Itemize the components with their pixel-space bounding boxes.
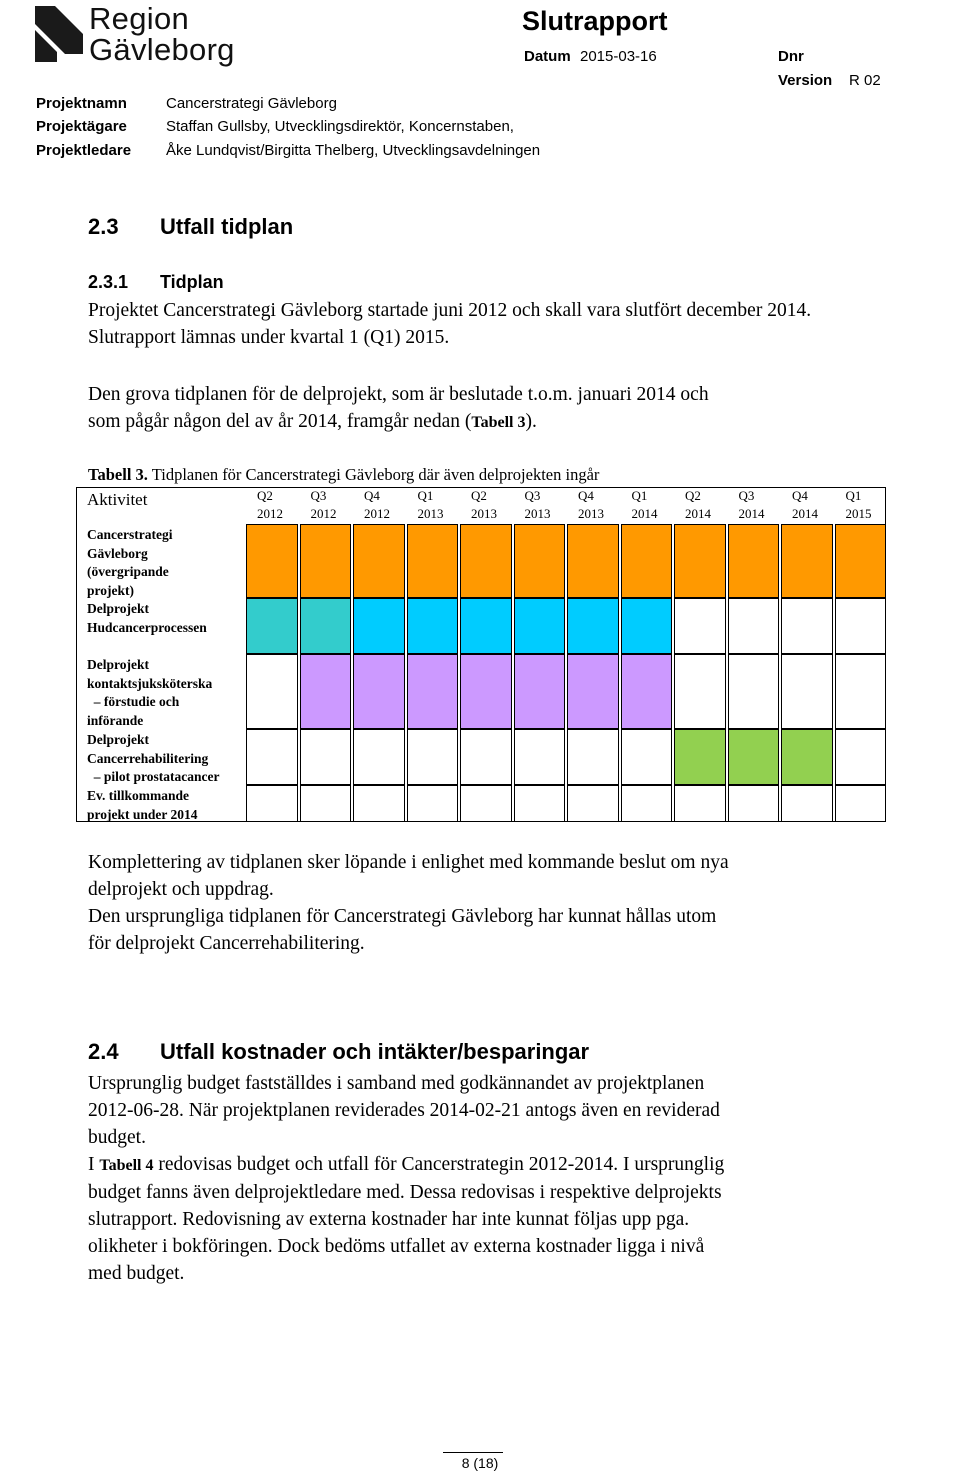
quarter-label: Q3 [738,488,755,503]
section-2-3-1-number: 2.3.1 [88,272,129,292]
paragraph-line-2 [88,408,888,436]
paragraph-text: Projektet Cancerstrategi Gävleborg startade juni 2012 och skall vara slutfört december 2014. Slutrapport lämnas under kvartal 1 (Q1) 2015. [88,300,812,348]
gantt-cell [514,729,566,785]
gantt-cell [460,598,512,654]
gantt-row-label [87,787,198,824]
quarter-header [739,487,789,523]
gantt-row-label-line: kontaktsjuksköterska [87,675,213,691]
gantt-cell [728,598,780,654]
gantt-cell [300,729,352,785]
gantt-cell [567,524,619,598]
gantt-row-label-line: projekt under 2014 [87,806,198,822]
quarter-label: Q2 [685,488,701,503]
gantt-cell [567,729,619,785]
quarter-year: 2015 [845,506,872,521]
gantt-cell [674,729,726,785]
gantt-cell [567,654,619,729]
meta-label-projektledare: Projektledare [36,142,132,159]
gantt-cell [835,729,887,785]
gantt-cell [300,524,352,598]
quarter-header [846,487,896,523]
paragraph-line-4: för delprojekt Cancerrehabilitering. [88,933,365,954]
gantt-cell [835,785,887,822]
gantt-cell [407,654,459,729]
document-title: Slutrapport [522,6,668,36]
footer-rule [443,1452,503,1453]
meta-label-projektagare: Projektägare [36,118,127,135]
meta-value-projektnamn: Cancerstrategi Gävleborg [166,95,337,112]
gantt-cell [621,598,673,654]
quarter-year: 2013 [417,506,444,521]
quarter-label: Q1 [417,488,434,503]
para2-suffix: ). [525,411,537,432]
gantt-cell [246,785,298,822]
gantt-cell [835,654,887,729]
paragraph-budget [88,1070,888,1287]
tabell-4-reference[interactable]: Tabell 4 [99,1157,154,1174]
quarter-year: 2013 [578,506,604,521]
quarter-header [525,487,575,523]
gantt-cell [353,654,405,729]
gantt-row-label-line: Delprojekt [87,732,149,747]
paragraph-komplettering [88,849,888,957]
paragraph-line-4 [88,1151,888,1179]
gantt-cell [781,654,833,729]
quarter-label: Q2 [257,488,273,503]
paragraph-line-2: delprojekt och uppdrag. [88,879,274,900]
quarter-header [311,487,361,523]
quarter-year: 2014 [792,506,818,521]
gantt-cell [728,785,780,822]
gantt-cell [835,598,887,654]
gantt-cell [407,524,459,598]
paragraph-line-5: budget fanns även delprojektledare med. Dessa redovisas i respektive delprojekts [88,1182,722,1203]
gantt-cell [407,785,459,822]
quarter-year: 2014 [738,506,765,521]
para2-prefix: som pågår någon del av år 2014, framgår nedan ( [88,411,472,432]
gantt-cell [353,598,405,654]
gantt-cell [300,598,352,654]
gantt-cell [300,785,352,822]
gantt-cell [514,524,566,598]
page-number: 8 (18) [461,1455,499,1471]
quarter-label: Q1 [845,488,862,503]
gantt-cell [514,598,566,654]
gantt-row-label [87,526,172,600]
quarter-header [792,487,842,523]
paragraph-tidplan [88,297,828,351]
version-value: R 02 [849,72,881,89]
gantt-cell [674,785,726,822]
gantt-row-label [87,656,212,730]
gantt-cell [353,524,405,598]
quarter-label: Q1 [631,488,648,503]
quarter-year: 2012 [310,506,337,521]
section-2-3-1-title: Tidplan [160,272,224,292]
version-label: Version [778,72,833,89]
gantt-cell [514,654,566,729]
table-caption [88,465,599,485]
gantt-row-label-line: Gävleborg [87,545,148,561]
quarter-label: Q3 [310,488,327,503]
gantt-cell [514,785,566,822]
para4-prefix: I [88,1154,100,1175]
quarter-header [578,487,628,523]
dnr-label: Dnr [778,48,804,65]
region-gavleborg-logo [33,1,248,67]
quarter-year: 2012 [364,506,390,521]
quarter-year: 2014 [685,506,711,521]
quarter-year: 2013 [524,506,551,521]
gantt-row-label-line: (övergripande [87,564,169,579]
gantt-row-label-line: – förstudie och [87,694,180,709]
quarter-year: 2013 [471,506,497,521]
gantt-cell [353,729,405,785]
meta-value-projektagare: Staffan Gullsby, Utvecklingsdirektör, Koncernstaben, [166,118,514,135]
quarter-label: Q3 [524,488,541,503]
gantt-cell [460,654,512,729]
gantt-cell [460,729,512,785]
gantt-cell [567,785,619,822]
gantt-cell [781,524,833,598]
gantt-row-label-line: Delprojekt [87,601,149,616]
gantt-cell [246,598,298,654]
section-2-3-number: 2.3 [88,214,119,239]
gantt-cell [674,524,726,598]
quarter-year: 2014 [631,506,658,521]
paragraph-line-2: 2012-06-28. När projektplanen reviderades 2014-02-21 antogs även en reviderad [88,1100,720,1121]
gantt-cell [246,524,298,598]
gantt-row-label [87,731,219,787]
logo-text-gavleborg: Gävleborg [89,32,235,67]
paragraph-line-1: Ursprunglig budget fastställdes i samband med godkännandet av projektplanen [88,1073,705,1094]
section-2-4-number: 2.4 [88,1039,119,1064]
gantt-cell [460,524,512,598]
para4-suffix: redovisas budget och utfall för Cancerstrategin 2012-2014. I ursprunglig [153,1154,725,1175]
paragraph-line-1: Komplettering av tidplanen sker löpande i enlighet med kommande beslut om nya [88,852,729,873]
gantt-cell [246,729,298,785]
quarter-label: Q2 [471,488,487,503]
tabell-3-reference[interactable]: Tabell 3 [471,414,526,431]
table-caption-label: Tabell 3. [88,465,148,484]
gantt-row-label-line: Cancerrehabilitering [87,750,209,766]
gantt-row-label-line: Hudcancerprocessen [87,619,207,635]
quarter-year: 2012 [257,506,283,521]
gantt-cell [781,598,833,654]
gantt-cell [835,524,887,598]
meta-value-projektledare: Åke Lundqvist/Birgitta Thelberg, Utvecklingsavdelningen [166,142,541,159]
gantt-cell [621,524,673,598]
quarter-label: Q4 [364,488,380,503]
gantt-cell [407,598,459,654]
quarter-label: Q4 [578,488,594,503]
paragraph-grova-tidplan [88,381,888,436]
gantt-cell [407,729,459,785]
gantt-cell [674,598,726,654]
section-2-3-title: Utfall tidplan [160,214,294,239]
gantt-cell [781,729,833,785]
gantt-cell [728,654,780,729]
quarter-header [257,487,307,523]
gantt-table [76,487,886,822]
paragraph-line-1: Den grova tidplanen för de delprojekt, som är beslutade t.o.m. januari 2014 och [88,384,709,405]
gantt-cell [621,785,673,822]
gantt-cell [246,654,298,729]
paragraph-line-3: Den ursprungliga tidplanen för Cancerstrategi Gävleborg har kunnat hållas utom [88,906,717,927]
gantt-cell [728,729,780,785]
paragraph-line-3: budget. [88,1127,146,1148]
aktivitet-header: Aktivitet [87,490,148,509]
paragraph-line-8: med budget. [88,1263,185,1284]
gantt-cell [621,729,673,785]
gantt-cell [674,654,726,729]
gantt-row-label-line: Ev. tillkommande [87,788,190,803]
gantt-row-label [87,600,207,637]
gantt-cell [567,598,619,654]
gantt-row-label-line: Delprojekt [87,657,149,672]
datum-value: 2015-03-16 [580,48,657,65]
quarter-label: Q4 [792,488,808,503]
paragraph-line-7: olikheter i bokföringen. Dock bedöms utfallet av externa kostnader ligga i nivå [88,1236,705,1257]
datum-label: Datum [524,48,571,65]
table-caption-text: Tidplanen för Cancerstrategi Gävleborg där även delprojekten ingår [151,465,600,484]
quarter-header [632,487,682,523]
quarter-header [685,487,735,523]
gantt-cell [300,654,352,729]
gantt-row-label-line: projekt) [87,582,134,598]
meta-label-projektnamn: Projektnamn [36,95,127,112]
paragraph-line-6: slutrapport. Redovisning av externa kostnader har inte kunnat följas upp pga. [88,1209,690,1230]
logo-text-region: Region [89,1,190,36]
quarter-header [418,487,468,523]
quarter-header [364,487,414,523]
gantt-cell [728,524,780,598]
gantt-cell [460,785,512,822]
quarter-header [471,487,521,523]
section-2-4-title: Utfall kostnader och intäkter/besparingar [160,1039,590,1064]
gantt-row-label-line: – pilot prostatacancer [87,769,220,784]
gantt-row-label-line: införande [87,712,144,728]
gantt-cell [781,785,833,822]
gantt-cell [621,654,673,729]
logo-mark-icon [33,4,85,64]
gantt-row-label-line: Cancerstrategi [87,527,173,542]
gantt-cell [353,785,405,822]
